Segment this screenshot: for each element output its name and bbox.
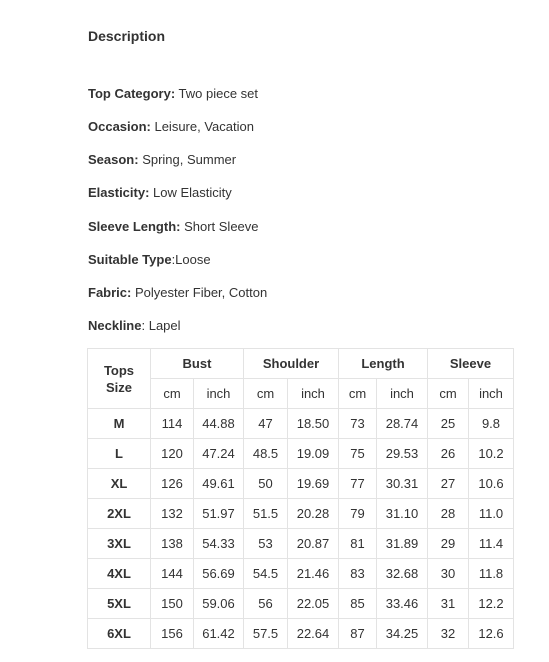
measurement-cell: 11.8	[469, 559, 514, 589]
measurement-cell: 126	[151, 469, 194, 499]
measurement-cell: 53	[244, 529, 288, 559]
size-chart-table	[87, 348, 514, 649]
measurement-cell: 25	[428, 409, 469, 439]
measurement-cell: 51.5	[244, 499, 288, 529]
attr-season	[88, 152, 236, 167]
measurement-cell: 19.09	[288, 439, 339, 469]
description-heading: Description	[88, 28, 166, 44]
size-label: M	[88, 409, 151, 439]
unit-header: inch	[377, 379, 428, 409]
measurement-cell: 77	[339, 469, 377, 499]
measurement-cell: 30.31	[377, 469, 428, 499]
group-header-sleeve: Sleeve	[428, 349, 514, 379]
measurement-cell: 30	[428, 559, 469, 589]
attr-sleeve-length	[88, 219, 259, 234]
table-row	[88, 529, 514, 559]
measurement-cell: 75	[339, 439, 377, 469]
group-header-length: Length	[339, 349, 428, 379]
measurement-cell: 10.2	[469, 439, 514, 469]
measurement-cell: 47	[244, 409, 288, 439]
size-label: L	[88, 439, 151, 469]
attr-fabric	[88, 285, 267, 300]
measurement-cell: 85	[339, 589, 377, 619]
size-label: XL	[88, 469, 151, 499]
measurement-cell: 49.61	[194, 469, 244, 499]
measurement-cell: 57.5	[244, 619, 288, 649]
corner-line: Tops	[103, 362, 135, 378]
measurement-cell: 34.25	[377, 619, 428, 649]
measurement-cell: 29.53	[377, 439, 428, 469]
attr-neckline	[88, 318, 181, 333]
attr-key: Top Category:	[88, 86, 176, 101]
attr-key: Season:	[88, 152, 139, 167]
measurement-cell: 12.6	[469, 619, 514, 649]
table-header-row	[88, 349, 514, 379]
measurement-cell: 20.28	[288, 499, 339, 529]
measurement-cell: 28	[428, 499, 469, 529]
measurement-cell: 56.69	[194, 559, 244, 589]
measurement-cell: 31	[428, 589, 469, 619]
group-header-shoulder: Shoulder	[244, 349, 339, 379]
unit-header: inch	[194, 379, 244, 409]
attr-occasion	[88, 119, 254, 134]
attr-value: Two piece set	[175, 86, 259, 101]
attr-value: : Lapel	[141, 318, 181, 333]
measurement-cell: 150	[151, 589, 194, 619]
attr-value: :Loose	[171, 252, 211, 267]
measurement-cell: 22.64	[288, 619, 339, 649]
attr-suitable-type	[88, 252, 211, 267]
measurement-cell: 54.33	[194, 529, 244, 559]
measurement-cell: 18.50	[288, 409, 339, 439]
measurement-cell: 9.8	[469, 409, 514, 439]
attr-key: Fabric:	[88, 285, 132, 300]
measurement-cell: 11.0	[469, 499, 514, 529]
measurement-cell: 21.46	[288, 559, 339, 589]
measurement-cell: 144	[151, 559, 194, 589]
corner-line: Size	[105, 379, 132, 395]
tops-size-header	[88, 349, 151, 409]
table-row	[88, 409, 514, 439]
unit-header: cm	[339, 379, 377, 409]
measurement-cell: 10.6	[469, 469, 514, 499]
attr-key: Neckline	[88, 318, 142, 333]
measurement-cell: 81	[339, 529, 377, 559]
measurement-cell: 156	[151, 619, 194, 649]
group-header-bust: Bust	[151, 349, 244, 379]
attr-key: Suitable Type	[88, 252, 172, 267]
unit-header-row	[88, 379, 514, 409]
measurement-cell: 56	[244, 589, 288, 619]
attr-value: Leisure, Vacation	[150, 119, 254, 134]
table-row	[88, 589, 514, 619]
measurement-cell: 50	[244, 469, 288, 499]
unit-header: cm	[151, 379, 194, 409]
measurement-cell: 29	[428, 529, 469, 559]
attr-value: Low Elasticity	[149, 185, 232, 200]
table-row	[88, 439, 514, 469]
table-row	[88, 619, 514, 649]
size-label: 4XL	[88, 559, 151, 589]
attr-key: Elasticity:	[88, 185, 150, 200]
measurement-cell: 31.10	[377, 499, 428, 529]
measurement-cell: 114	[151, 409, 194, 439]
measurement-cell: 73	[339, 409, 377, 439]
attr-value: Polyester Fiber, Cotton	[131, 285, 268, 300]
attr-key: Sleeve Length:	[88, 219, 181, 234]
measurement-cell: 19.69	[288, 469, 339, 499]
size-label: 6XL	[88, 619, 151, 649]
size-label: 3XL	[88, 529, 151, 559]
attr-value: Short Sleeve	[180, 219, 259, 234]
measurement-cell: 83	[339, 559, 377, 589]
table-row	[88, 469, 514, 499]
unit-header: cm	[428, 379, 469, 409]
measurement-cell: 61.42	[194, 619, 244, 649]
size-label: 2XL	[88, 499, 151, 529]
unit-header: cm	[244, 379, 288, 409]
measurement-cell: 22.05	[288, 589, 339, 619]
measurement-cell: 20.87	[288, 529, 339, 559]
attr-top-category	[88, 86, 258, 101]
size-label: 5XL	[88, 589, 151, 619]
measurement-cell: 138	[151, 529, 194, 559]
measurement-cell: 79	[339, 499, 377, 529]
measurement-cell: 27	[428, 469, 469, 499]
table-row	[88, 499, 514, 529]
measurement-cell: 47.24	[194, 439, 244, 469]
measurement-cell: 120	[151, 439, 194, 469]
table-row	[88, 559, 514, 589]
measurement-cell: 33.46	[377, 589, 428, 619]
unit-header: inch	[469, 379, 514, 409]
measurement-cell: 32	[428, 619, 469, 649]
measurement-cell: 51.97	[194, 499, 244, 529]
measurement-cell: 26	[428, 439, 469, 469]
measurement-cell: 54.5	[244, 559, 288, 589]
measurement-cell: 32.68	[377, 559, 428, 589]
measurement-cell: 28.74	[377, 409, 428, 439]
attr-value: Spring, Summer	[138, 152, 237, 167]
measurement-cell: 31.89	[377, 529, 428, 559]
measurement-cell: 87	[339, 619, 377, 649]
unit-header: inch	[288, 379, 339, 409]
measurement-cell: 132	[151, 499, 194, 529]
attr-key: Occasion:	[88, 119, 151, 134]
measurement-cell: 11.4	[469, 529, 514, 559]
measurement-cell: 48.5	[244, 439, 288, 469]
measurement-cell: 12.2	[469, 589, 514, 619]
measurement-cell: 44.88	[194, 409, 244, 439]
measurement-cell: 59.06	[194, 589, 244, 619]
attr-elasticity	[88, 185, 232, 200]
